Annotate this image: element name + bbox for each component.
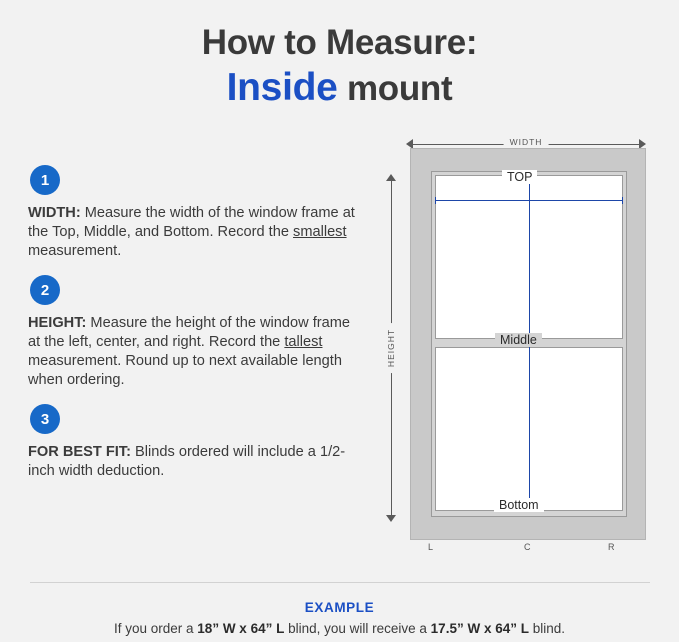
measure-cap-width-top-right <box>622 197 623 204</box>
step-2-label: HEIGHT: <box>28 315 87 331</box>
section-divider <box>30 582 650 583</box>
step-1-text-before: Measure the width of the window frame at the Top, Middle, and Bottom. Record the <box>28 205 355 240</box>
step-3-label: FOR BEST FIT: <box>28 444 131 460</box>
label-bottom: Bottom <box>494 498 544 512</box>
height-arrow-head-top-icon <box>386 174 396 181</box>
width-dimension-label: WIDTH <box>504 137 549 147</box>
title-line-2 <box>0 64 679 113</box>
title-line-1: How to Measure: <box>201 23 478 62</box>
title-line-2-rest: mount <box>337 69 453 108</box>
marker-left: L <box>428 542 434 552</box>
step-1-text-after: measurement. <box>28 243 122 259</box>
label-middle: Middle <box>495 333 542 347</box>
title-accent-word: Inside <box>226 66 338 109</box>
marker-center: C <box>524 542 531 552</box>
step-1 <box>28 165 378 261</box>
window-frame-outer <box>410 148 646 540</box>
step-3-text <box>28 443 366 481</box>
example-suffix: blind. <box>528 621 565 636</box>
marker-right: R <box>608 542 615 552</box>
step-2-underlined: tallest <box>284 334 323 350</box>
step-1-underlined: smallest <box>293 224 347 240</box>
height-dimension-label: HEIGHT <box>386 323 396 373</box>
height-arrow-head-bottom-icon <box>386 515 396 522</box>
step-2 <box>28 275 378 390</box>
step-3-badge: 3 <box>30 404 60 434</box>
step-2-text-after: measurement. Round up to next available length when ordering. <box>28 353 342 388</box>
example-prefix: If you order a <box>114 621 198 636</box>
height-dimension-arrow <box>384 174 398 522</box>
step-2-badge: 2 <box>30 275 60 305</box>
example-text <box>0 621 679 636</box>
position-markers <box>410 542 646 558</box>
example-middle: blind, you will receive a <box>284 621 431 636</box>
step-1-text <box>28 204 366 261</box>
step-3 <box>28 404 378 481</box>
window-frame-inner <box>431 171 627 517</box>
example-received-size: 17.5” W x 64” L <box>430 621 529 636</box>
step-2-text-before: Measure the height of the window frame at the left, center, and right. Record the <box>28 315 351 350</box>
step-1-badge: 1 <box>30 165 60 195</box>
example-ordered-size: 18” W x 64” L <box>197 621 285 636</box>
steps-list <box>28 165 378 495</box>
label-top: TOP <box>502 170 537 184</box>
measure-cap-width-top-left <box>435 197 436 204</box>
window-diagram <box>378 130 658 560</box>
example-section <box>0 600 679 636</box>
step-1-label: WIDTH: <box>28 205 81 221</box>
example-title: EXAMPLE <box>304 600 375 615</box>
step-2-text <box>28 314 366 390</box>
page-title <box>0 22 679 113</box>
step-3-text-before: Blinds ordered will include a 1/2-inch width deduction. <box>28 444 346 479</box>
